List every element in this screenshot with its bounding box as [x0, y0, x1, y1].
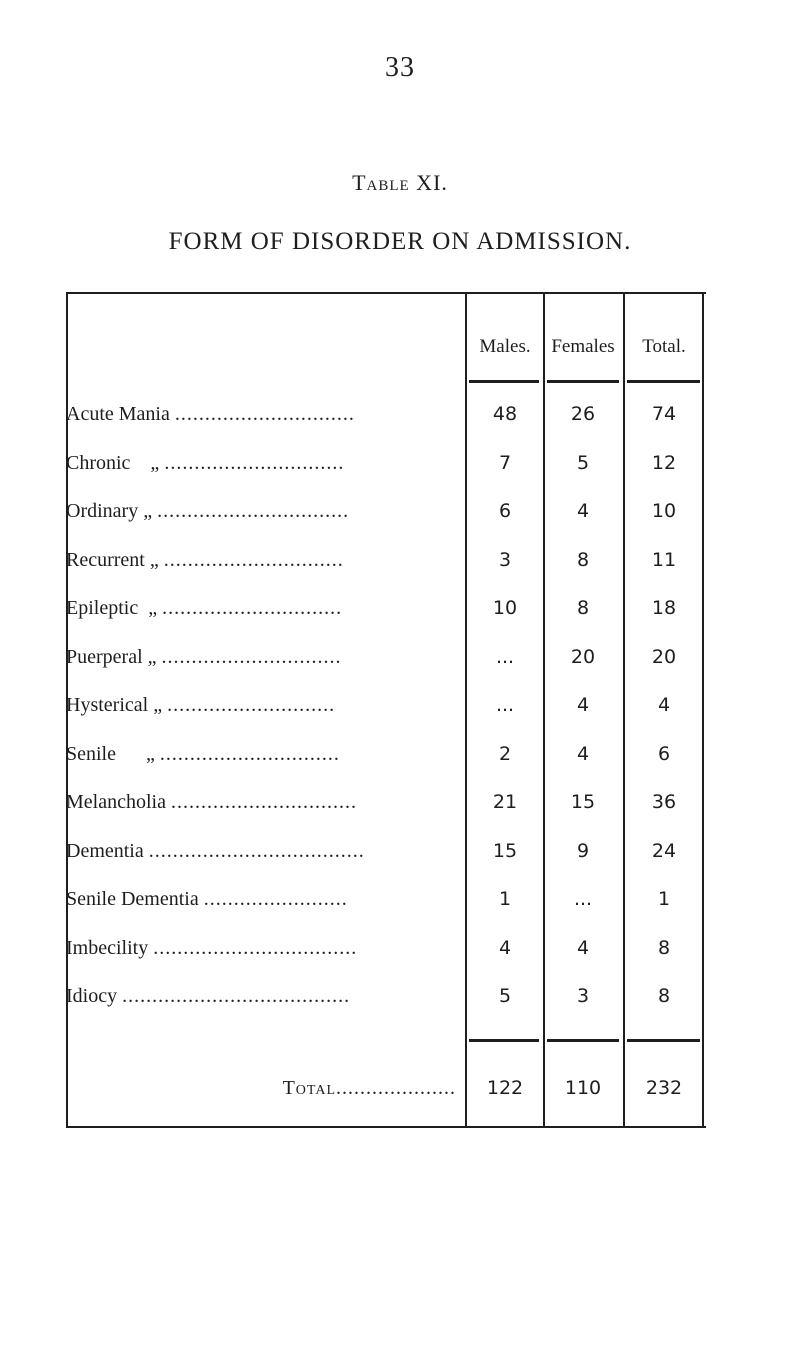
cell-females: 8 — [576, 548, 590, 571]
table-row — [66, 982, 706, 1022]
row-label-text: Recurrent „ — [66, 548, 159, 571]
row-label — [66, 788, 456, 816]
table-row — [66, 643, 706, 683]
cell-males: 5 — [498, 985, 512, 1007]
cell-males: 7 — [498, 451, 512, 474]
cell-males: 21 — [492, 791, 518, 813]
cell-total: 18 — [651, 597, 677, 619]
cell-females: 4 — [576, 500, 590, 522]
row-label — [66, 837, 456, 865]
row-label-text: Melancholia — [66, 791, 166, 813]
row-label — [66, 691, 456, 719]
row-leader: ...................................... — [122, 985, 351, 1007]
cell-males: ... — [495, 694, 515, 716]
row-leader: .................................... — [148, 839, 365, 862]
table-row — [66, 934, 706, 974]
data-table — [66, 292, 706, 1128]
row-label-text: Imbecility — [66, 936, 149, 959]
cell-females: 15 — [570, 791, 596, 813]
row-leader: ............................ — [167, 694, 336, 716]
table-row — [66, 546, 706, 586]
cell-females: 26 — [570, 403, 596, 425]
cell-males: 10 — [492, 597, 518, 619]
row-label — [66, 449, 456, 477]
col-header-females: Females — [551, 336, 615, 357]
table-title: FORM OF DISORDER ON ADMISSION. — [168, 228, 632, 255]
cell-females: 20 — [570, 645, 596, 668]
cell-total: 8 — [657, 985, 671, 1007]
table-row — [66, 594, 706, 634]
row-label-text: Senile „ — [66, 742, 155, 765]
table-row — [66, 837, 706, 877]
total-males: 122 — [486, 1077, 524, 1099]
table-row — [66, 497, 706, 537]
cell-total: 12 — [651, 451, 677, 474]
total-total: 232 — [645, 1077, 683, 1099]
total-label-text: Total — [282, 1077, 336, 1099]
row-label-text: Acute Mania — [66, 403, 170, 425]
cell-males: 1 — [498, 888, 512, 910]
cell-total: 11 — [651, 548, 677, 571]
cell-total: 20 — [651, 645, 677, 668]
row-label-text: Hysterical „ — [66, 694, 163, 716]
col-header-males: Males. — [479, 336, 531, 357]
total-label — [66, 1074, 456, 1102]
total-overline-males — [469, 1039, 539, 1042]
table-row — [66, 788, 706, 828]
cell-females: 8 — [576, 597, 590, 619]
table-bottom-rule — [66, 1126, 706, 1128]
row-label-text: Idiocy — [66, 985, 118, 1007]
total-overline-total — [627, 1039, 700, 1042]
row-leader: .............................. — [163, 548, 344, 571]
total-females: 110 — [564, 1077, 602, 1099]
header-underline-females — [547, 380, 619, 383]
table-row — [66, 449, 706, 489]
row-label — [66, 594, 456, 622]
row-label — [66, 497, 456, 525]
cell-total: 4 — [657, 694, 671, 716]
row-label-text: Dementia — [66, 839, 144, 862]
cell-total: 1 — [657, 888, 671, 910]
cell-females: 5 — [576, 451, 590, 474]
row-label-text: Ordinary „ — [66, 500, 153, 522]
row-label — [66, 400, 456, 428]
cell-females: 4 — [576, 694, 590, 716]
row-leader: .............................. — [164, 451, 345, 474]
row-leader: ........................ — [203, 888, 348, 910]
row-leader: ............................... — [170, 791, 357, 813]
cell-total: 6 — [657, 742, 671, 765]
row-leader: .............................. — [159, 742, 340, 765]
cell-males: 6 — [498, 500, 512, 522]
row-label — [66, 982, 456, 1010]
cell-total: 74 — [651, 403, 677, 425]
table-caption: Table XI. — [352, 170, 448, 195]
cell-total: 36 — [651, 791, 677, 813]
row-label-text: Chronic „ — [66, 451, 160, 474]
row-label — [66, 546, 456, 574]
row-label-text: Epileptic „ — [66, 597, 158, 619]
cell-total: 24 — [651, 839, 677, 862]
cell-total: 10 — [651, 500, 677, 522]
row-leader: .............................. — [161, 645, 342, 668]
header-underline-total — [627, 380, 700, 383]
row-leader: .............................. — [174, 403, 355, 425]
table-row — [66, 691, 706, 731]
row-leader: ................................ — [157, 500, 350, 522]
header-underline-males — [469, 380, 539, 383]
row-label — [66, 740, 456, 768]
row-label — [66, 934, 456, 962]
total-row — [66, 1074, 706, 1114]
cell-males: 2 — [498, 742, 512, 765]
page-number: 33 — [385, 52, 415, 83]
cell-females: 9 — [576, 839, 590, 862]
cell-males: 15 — [492, 839, 518, 862]
cell-females: 4 — [576, 936, 590, 959]
col-header-total: Total. — [642, 336, 686, 357]
cell-females: 3 — [576, 985, 590, 1007]
cell-males: 48 — [492, 403, 518, 425]
table-top-rule — [66, 292, 706, 294]
table-row — [66, 885, 706, 925]
row-leader: .............................. — [162, 597, 343, 619]
row-label-text: Senile Dementia — [66, 888, 199, 910]
cell-males: ... — [495, 645, 515, 668]
row-label — [66, 885, 456, 913]
table-row — [66, 740, 706, 780]
cell-females: 4 — [576, 742, 590, 765]
table-row — [66, 400, 706, 440]
row-label — [66, 643, 456, 671]
cell-total: 8 — [657, 936, 671, 959]
row-leader: .................................. — [153, 936, 358, 959]
total-leader: .................... — [336, 1077, 456, 1099]
cell-males: 3 — [498, 548, 512, 571]
cell-females: ... — [573, 888, 593, 910]
cell-males: 4 — [498, 936, 512, 959]
total-overline-females — [547, 1039, 619, 1042]
row-label-text: Puerperal „ — [66, 645, 157, 668]
